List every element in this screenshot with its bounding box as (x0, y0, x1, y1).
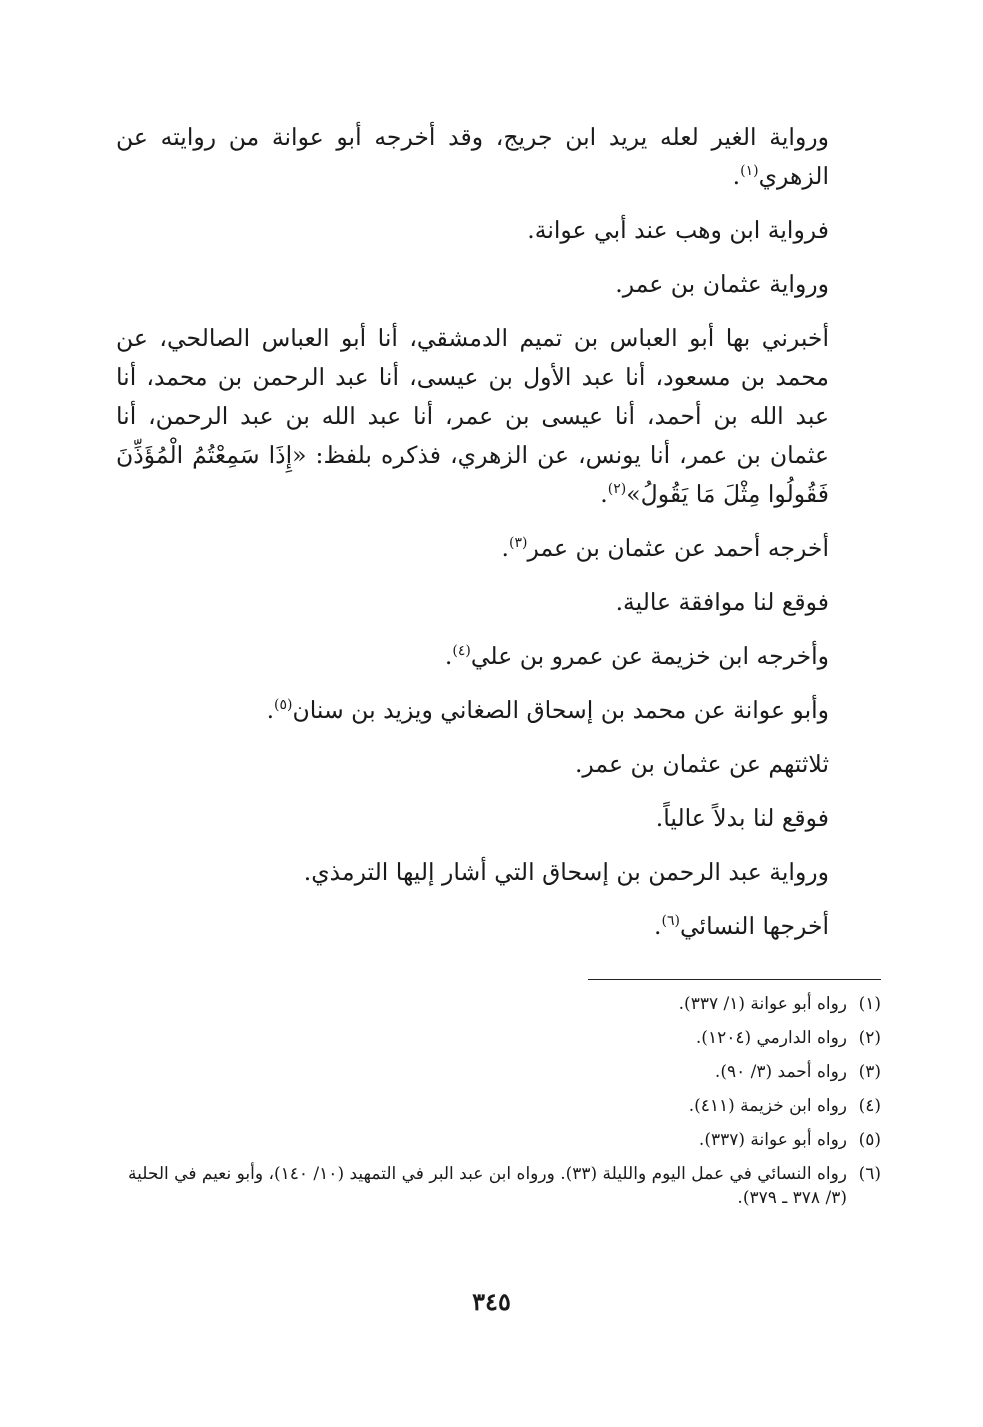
footnote-text: رواه ابن خزيمة (٤١١). (688, 1096, 847, 1116)
paragraph-5 (116, 529, 865, 568)
footnote-number: (٢) (858, 1028, 881, 1048)
paragraph-4-text: أخبرني بها أبو العباس بن تميم الدمشقي، أنا أبو العباس الصالحي، عن محمد بن مسعود، أنا عبد الأول بن عيسى، أنا عبد الرحمن بن محمد، أنا عبد الله بن أحمد، أنا عيسى بن عمر، أنا عبد الله بن عبد الرحمن، أنا عثمان بن عمر، أنا يونس، عن الزهري، فذكره بلفظ: «إِذَا سَمِعْتُمُ الْمُؤَذِّنَ فَقُولُوا مِثْلَ مَا يَقُولُ» (116, 324, 829, 508)
footnote-ref-6[interactable]: (٦) (661, 913, 680, 930)
paragraph-7-text: وأخرجه ابن خزيمة عن عمرو بن علي (470, 642, 829, 670)
paragraph-7-end: . (444, 642, 453, 670)
footnote-ref-4[interactable]: (٤) (452, 643, 471, 660)
paragraph-12-text: أخرجها النسائي (679, 912, 829, 940)
paragraph-5-end: . (501, 534, 510, 562)
paragraph-12-end: . (654, 912, 662, 940)
footnote-text: رواه أبو عوانة (١/ ٣٣٧). (678, 994, 847, 1014)
footnote-number: (٣) (858, 1062, 881, 1082)
paragraph-2-text: فرواية ابن وهب عند أبي عوانة. (527, 216, 829, 244)
footnote-ref-1[interactable]: (١) (740, 163, 759, 180)
paragraph-8 (116, 691, 865, 730)
footnote-3 (116, 1060, 881, 1084)
footnote-divider (588, 979, 881, 980)
footnote-number: (٤) (858, 1096, 881, 1116)
paragraph-2 (116, 211, 865, 250)
paragraph-3 (116, 265, 865, 304)
footnote-text: رواه النسائي في عمل اليوم والليلة (٣٣). ورواه ابن عبد البر في التمهيد (١٠/ ١٤٠)، وأبو نعيم في الحلية (٣/ ٣٧٨ ـ ٣٧٩). (128, 1164, 847, 1208)
paragraph-1-end: . (732, 162, 741, 190)
paragraph-10-text: فوقع لنا بدلاً عالياً. (655, 804, 829, 832)
footnote-ref-5[interactable]: (٥) (274, 697, 293, 714)
paragraph-8-text: وأبو عوانة عن محمد بن إسحاق الصغاني ويزيد بن سنان (292, 696, 829, 724)
footnote-ref-2[interactable]: (٢) (607, 481, 627, 498)
footnote-text: رواه أحمد (٣/ ٩٠). (714, 1062, 847, 1082)
paragraph-11-text: ورواية عبد الرحمن بن إسحاق التي أشار إليها الترمذي. (303, 858, 829, 886)
paragraph-5-text: أخرجه أحمد عن عثمان بن عمر (527, 534, 829, 562)
paragraph-3-text: ورواية عثمان بن عمر. (615, 270, 829, 298)
paragraph-8-end: . (266, 696, 275, 724)
footnotes (116, 992, 881, 1220)
footnote-text: رواه الدارمي (١٢٠٤). (695, 1028, 847, 1048)
footnote-1 (116, 992, 881, 1016)
paragraph-9 (116, 745, 865, 784)
footnote-5 (116, 1128, 881, 1152)
footnote-number: (٥) (858, 1130, 881, 1150)
footnote-6 (116, 1162, 881, 1210)
footnote-4 (116, 1094, 881, 1118)
paragraph-4 (116, 319, 865, 514)
paragraph-6 (116, 583, 865, 622)
paragraph-7 (116, 637, 865, 676)
main-text (116, 118, 865, 961)
footnote-2 (116, 1026, 881, 1050)
paragraph-1-text: ورواية الغير لعله يريد ابن جريج، وقد أخرجه أبو عوانة من روايته عن الزهري (116, 123, 829, 190)
paragraph-1 (116, 118, 865, 196)
footnote-number: (١) (858, 994, 881, 1014)
paragraph-10 (116, 799, 865, 838)
page-number: ٣٤٥ (472, 1287, 511, 1316)
paragraph-12 (116, 907, 865, 946)
paragraph-4-end: . (600, 480, 608, 508)
footnote-number: (٦) (858, 1164, 881, 1184)
footnote-ref-3[interactable]: (٣) (509, 535, 528, 552)
paragraph-11 (116, 853, 865, 892)
paragraph-6-text: فوقع لنا موافقة عالية. (615, 588, 829, 616)
footnote-text: رواه أبو عوانة (٣٣٧). (698, 1130, 847, 1150)
paragraph-9-text: ثلاثتهم عن عثمان بن عمر. (574, 750, 829, 778)
